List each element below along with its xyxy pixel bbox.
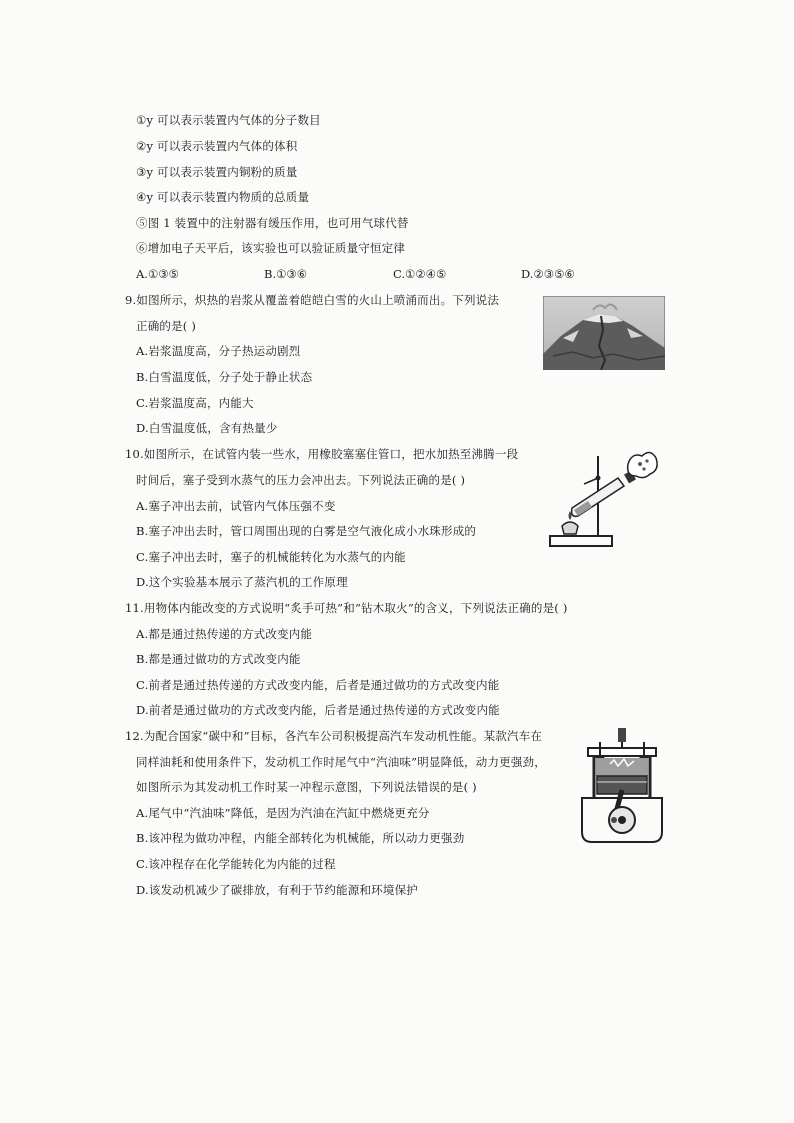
q8-statement-1: ①y 可以表示装置内气体的分子数目 xyxy=(136,113,321,127)
q8-option-c: C.①②④⑤ xyxy=(393,267,447,281)
q8-statement-3: ③y 可以表示装置内铜粉的质量 xyxy=(136,165,298,179)
q11-stem-line-1: 11.用物体内能改变的方式说明“炙手可热”和“钻木取火”的含义，下列说法正确的是( ) xyxy=(125,601,568,615)
q8-statement-2: ②y 可以表示装置内气体的体积 xyxy=(136,139,298,153)
q8-statement-6: ⑥增加电子天平后，该实验也可以验证质量守恒定律 xyxy=(136,241,406,255)
q12-stem-line-1: 12.为配合国家“碳中和”目标，各汽车公司积极提高汽车发动机性能。某款汽车在 xyxy=(125,729,543,743)
q10-option-c: C.塞子冲出去时，塞子的机械能转化为水蒸气的内能 xyxy=(136,550,406,564)
q8-option-b: B.①③⑥ xyxy=(264,267,308,281)
engine-stroke-figure xyxy=(580,728,664,844)
q11-option-b: B.都是通过做功的方式改变内能 xyxy=(136,652,301,666)
q9-stem-line-2: 正确的是( ) xyxy=(136,319,197,333)
q12-option-b: B.该冲程为做功冲程，内能全部转化为机械能，所以动力更强劲 xyxy=(136,831,465,845)
q8-statement-4: ④y 可以表示装置内物质的总质量 xyxy=(136,190,310,204)
q12-stem-line-2: 同样油耗和使用条件下，发动机工作时尾气中“汽油味”明显降低，动力更强劲， xyxy=(136,755,546,769)
q12-option-c: C.该冲程存在化学能转化为内能的过程 xyxy=(136,857,336,871)
volcano-photo xyxy=(543,296,665,370)
test-tube-apparatus-figure xyxy=(548,448,660,552)
q12-option-d: D.该发动机减少了碳排放，有利于节约能源和环境保护 xyxy=(136,883,418,897)
q8-option-d: D.②③⑤⑥ xyxy=(521,267,575,281)
q10-option-b: B.塞子冲出去时，管口周围出现的白雾是空气液化成小水珠形成的 xyxy=(136,524,477,538)
q12-option-a: A.尾气中“汽油味”降低，是因为汽油在汽缸中燃烧更充分 xyxy=(136,806,430,820)
q9-option-d: D.白雪温度低，含有热量少 xyxy=(136,421,278,435)
q9-stem-line-1: 9.如图所示，炽热的岩浆从覆盖着皑皑白雪的火山上喷涌而出。下列说法 xyxy=(125,293,500,307)
q9-option-c: C.岩浆温度高，内能大 xyxy=(136,396,254,410)
q10-option-d: D.这个实验基本展示了蒸汽机的工作原理 xyxy=(136,575,348,589)
q10-option-a: A.塞子冲出去前，试管内气体压强不变 xyxy=(136,499,336,513)
q11-option-d: D.前者是通过做功的方式改变内能，后者是通过热传递的方式改变内能 xyxy=(136,703,500,717)
q8-statement-5: ⑤图 1 装置中的注射器有缓压作用，也可用气球代替 xyxy=(136,216,409,230)
q11-option-a: A.都是通过热传递的方式改变内能 xyxy=(136,627,313,641)
q11-option-c: C.前者是通过热传递的方式改变内能，后者是通过做功的方式改变内能 xyxy=(136,678,500,692)
q10-stem-line-1: 10.如图所示，在试管内装一些水，用橡胶塞塞住管口，把水加热至沸腾一段 xyxy=(125,447,519,461)
q10-stem-line-2: 时间后，塞子受到水蒸气的压力会冲出去。下列说法正确的是( ) xyxy=(136,473,466,487)
q9-option-b: B.白雪温度低，分子处于静止状态 xyxy=(136,370,313,384)
q8-option-a: A.①③⑤ xyxy=(136,267,179,281)
q12-stem-line-3: 如图所示为其发动机工作时某一冲程示意图，下列说法错误的是( ) xyxy=(136,780,477,794)
q9-option-a: A.岩浆温度高，分子热运动剧烈 xyxy=(136,344,301,358)
